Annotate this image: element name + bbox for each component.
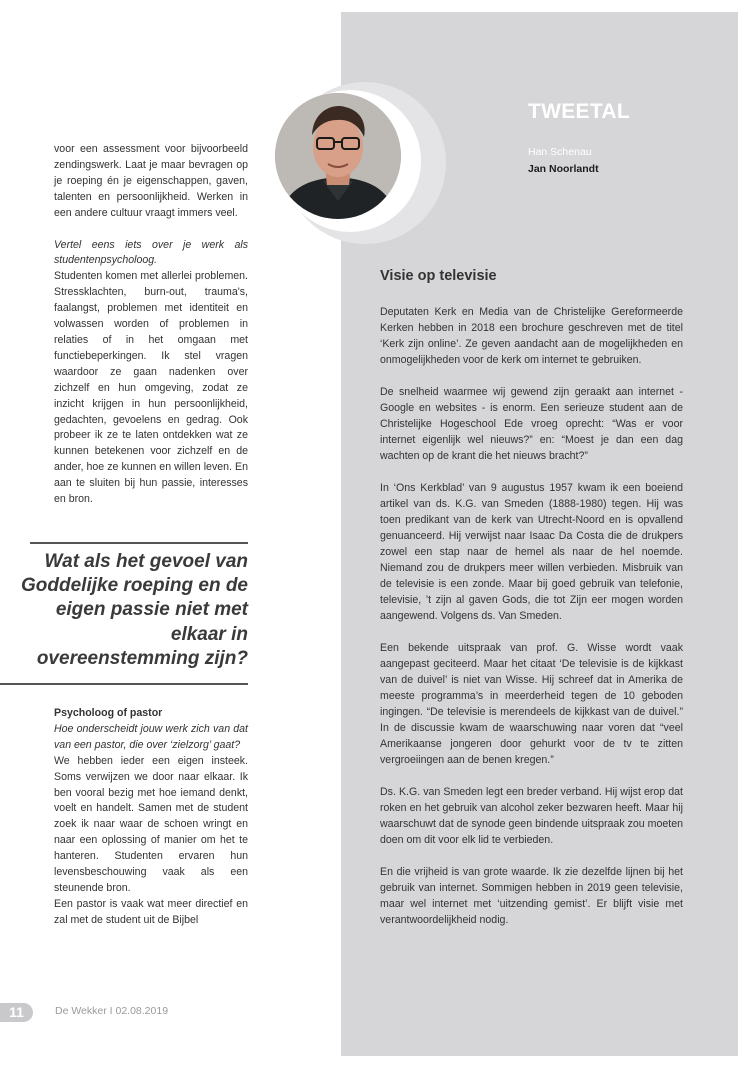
paragraph: De snelheid waarmee wij gewend zijn geraakt aan internet - Google en websites - is enorm. Een serieuze student aan de Christelijke Hogeschool Ede vroeg oprecht: “Was er voor internet eigenlijk wel nieuws?” en: “Moest je dan een dag wachten op de krant die het nieuws bracht?”	[380, 386, 683, 462]
paragraph: En die vrijheid is van grote waarde. Ik zie dezelfde lijnen bij het gebruik van internet. Sommigen hebben in 2019 geen televisie, maar wel internet met ‘uitzending gemist’. Er blijft visie met verantwoordelijkheid nodig.	[380, 866, 683, 926]
pull-quote: Wat als het gevoel van Goddelijke roeping en de eigen passie niet met elkaar in overeenstemming zijn?	[21, 551, 248, 669]
interview-question: Hoe onderscheidt jouw werk zich van dat van een pastor, die over ‘zielzorg’ gaat?	[54, 722, 248, 751]
author-portrait-photo	[275, 93, 401, 219]
footer-publication: De Wekker I 02.08.2019	[55, 1005, 169, 1017]
pullquote-top-rule	[30, 542, 248, 544]
page-number: 11	[0, 1003, 33, 1022]
right-column-text	[380, 304, 683, 944]
section-title: TWEETAL	[528, 100, 631, 123]
paragraph: In ‘Ons Kerkblad’ van 9 augustus 1957 kwam ik een boeiend artikel van ds. K.G. van Smeden (1888-1980) tegen. Hij was toen predikant van de kerk van Utrecht-Noord en is opvallend genuanceerd. Hij verwijst naar Isaac Da Costa die de drukpers zowel een stap naar de hemel als naar de hel noemde. Niemand zou de drukpers meer willen verbieden. Misbruik van de televisie is een zonde. Maar bij goed gebruik van telefonie, televisie, ’t zijn al gaven Gods, die tot Zijn eer mogen worden aangewend. Volgens ds. Van Smeden.	[380, 482, 683, 622]
author-name-2: Jan Noorlandt	[528, 163, 599, 175]
article-title: Visie op televisie	[380, 268, 497, 284]
paragraph: voor een assessment voor bijvoorbeeld zendingswerk. Laat je maar bevragen op je roeping én je eigenschappen, gaven, talenten en persoonlijkheid. Werken in een andere cultuur vraagt immers veel.	[54, 143, 248, 219]
paragraph: Een pastor is vaak wat meer directief en zal met de student uit de Bijbel	[54, 897, 248, 926]
paragraph: Een bekende uitspraak van prof. G. Wisse wordt vaak aangepast geciteerd. Maar het citaat ‘De televisie is de kijkkast van de duivel’ is niet van Wisse. Hij schreef dat in Amerika de meeste programma’s in meerderheid tegen de 10 geboden ingingen. “De televisie is merendeels de kijkkast van de duivel.” In de discussie kwam de waarschuwing naar voren dat “veel Amerikaanse jongeren door gehurkt voor de tv te zitten vergroeiingen aan de benen kregen.”	[380, 642, 683, 766]
left-column-upper	[54, 142, 248, 508]
subheading: Psycholoog of pastor	[54, 707, 163, 719]
author-name-1: Han Schenau	[528, 146, 592, 158]
pullquote-bottom-rule	[0, 683, 248, 685]
left-column-lower	[54, 706, 248, 929]
paragraph: Deputaten Kerk en Media van de Christelijke Gereformeerde Kerken hebben in 2018 een brochure geschreven met de titel ‘Kerk zijn online’. Ze geven aandacht aan de mogelijkheden en onmogelijkheden voor de kerk om internet te gebruiken.	[380, 306, 683, 366]
paragraph: We hebben ieder een eigen insteek. Soms verwijzen we door naar elkaar. Ik ben vooral bezig met hoe iemand denkt, voelt en handelt. Samen met de student zoek ik naar waar de schoen wringt en naar een oplossing of manier om het te hanteren. Studenten ervaren hun levensbeschouwing vaak als een steunende bron.	[54, 754, 248, 894]
interview-question: Vertel eens iets over je werk als studentenpsycholoog.	[54, 238, 248, 267]
paragraph: Studenten komen met allerlei problemen. Stressklachten, burn-out, trauma's, faalangst, problemen met identiteit en volwassen worden of problemen in relaties of in het omgaan met functiebeperkingen. Ik stel vragen waardoor ze gaan nadenken over zichzelf en hun omgeving, zodat ze inzicht krijgen in hun persoonlijkheid, gedachten, gevoelens en gedrag. Ook probeer ik ze te laten ontdekken wat ze kunnen betekenen voor zichzelf en de ander, hoe ze kunnen en willen leven. En aan te sluiten bij hun passie, interesses en bron.	[54, 270, 248, 506]
paragraph: Ds. K.G. van Smeden legt een breder verband. Hij wijst erop dat roken en het gebruik van alcohol zeker bezwaren heeft. Maar hij waarschuwt dat de synode geen bindende uitspraak zou moeten doen om dit voor elk lid te verbieden.	[380, 786, 683, 846]
